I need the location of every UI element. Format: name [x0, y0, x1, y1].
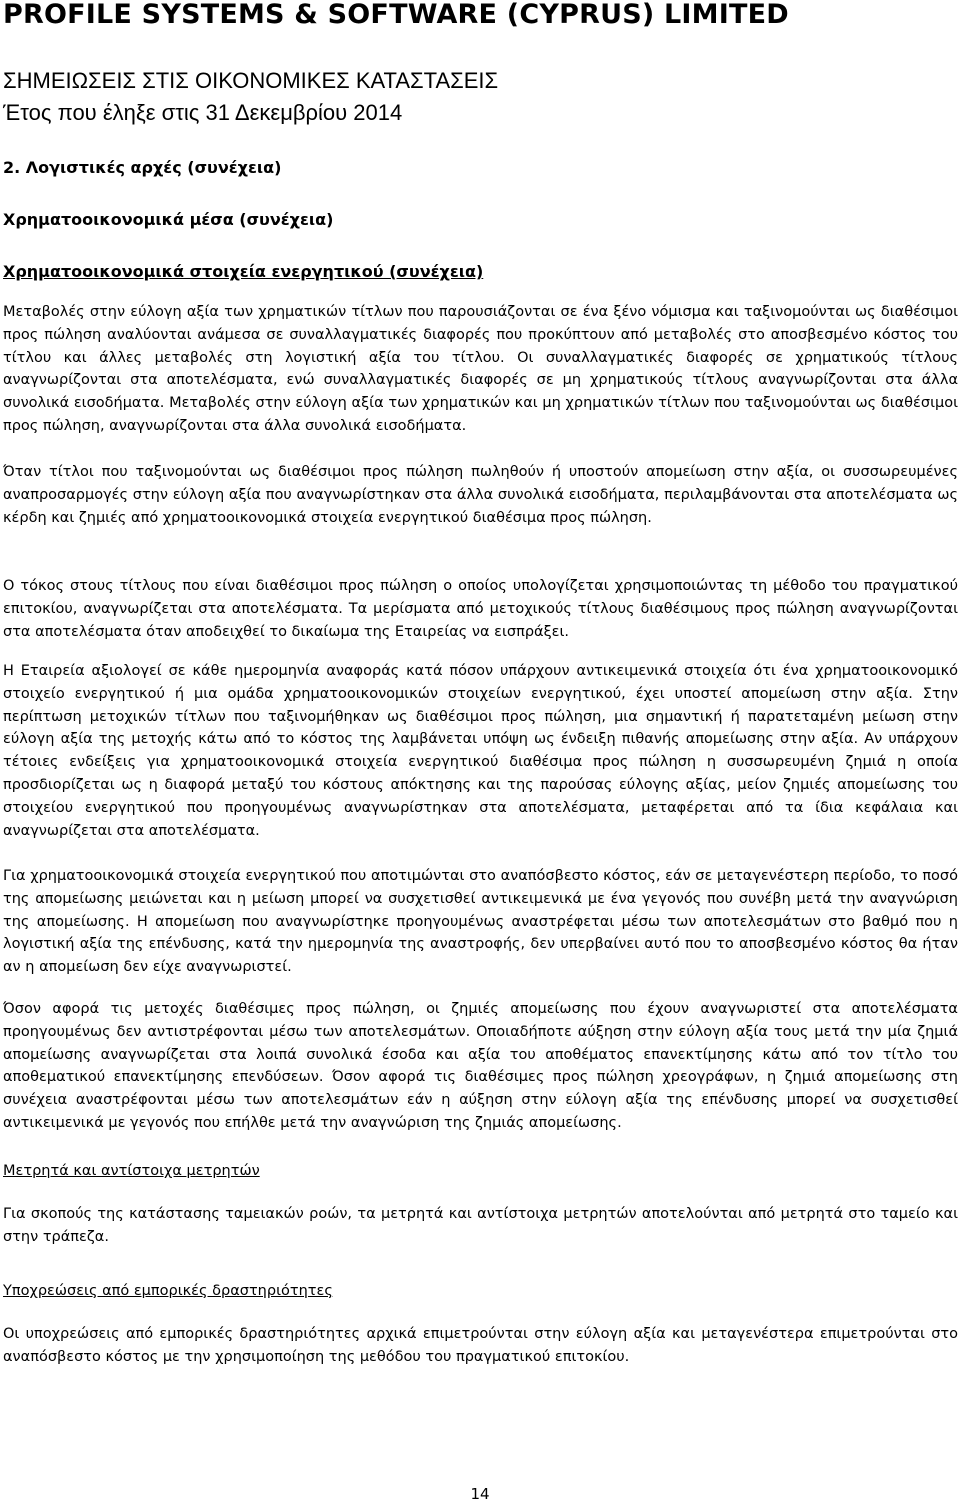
paragraph-afs-equity-reversal: Όσον αφορά τις μετοχές διαθέσιμες προς πώληση, οι ζημιές απομείωσης που έχουν αναγνωριστεί στα αποτελέσματα προηγουμένως δεν αντιστρέφονται μέσω των αποτελεσμάτων. Οποιαδήποτε αύξηση στην εύλογη αξία τους μετά την μία ζημιά απομείωσης αναγνωρίζεται στα λοιπά συνολικά έσοδα και αξία του αποθέματος επανεκτίμησης κάτω από τον τίτλο του αποθεματικού επανεκτίμησης επενδύσεων. Όσον αφορά τις διαθέσιμες προς πώληση χρεογράφων, η ζημιά απομείωσης στη συνέχεια αναστρέφονται μέσω των αποτελεσμάτων εάν η αύξηση στην εύλογη αξία της επένδυσης μπορεί να συσχετισθεί αντικειμενικά με γεγονός που επήλθε μετά την αναγνώριση της ζημιάς απομείωσης. [3, 1001, 958, 1131]
subsection-heading: Χρηματοοικονομικά μέσα (συνέχεια) [3, 210, 334, 229]
paragraph-disposal: Όταν τίτλοι που ταξινομούνται ως διαθέσιμοι προς πώληση πωληθούν ή υποστούν απομείωση στην αξία, οι συσσωρευμένες αναπροσαρμογές στην εύλογη αξία που αναγνωρίστηκαν στα άλλα συνολικά εισοδήματα, περιλαμβάνονται στα αποτελέσματα ως κέρδη και ζημιές από χρηματοοικονομικά στοιχεία ενεργητικού διαθέσιμα προς πώληση. [3, 464, 958, 526]
paragraph-trade-payables: Οι υποχρεώσεις από εμπορικές δραστηριότητες αρχικά επιμετρούνται στην εύλογη αξία και μεταγενέστερα επιμετρούνται στο αναπόσβεστο κόστος με την χρησιμοποίηση της μεθόδου του πραγματικού επιτοκίου. [3, 1326, 958, 1365]
company-name: PROFILE SYSTEMS & SOFTWARE (CYPRUS) LIMITED [3, 0, 789, 30]
section-heading: 2. Λογιστικές αρχές (συνέχεια) [3, 158, 282, 177]
cash-heading: Μετρητά και αντίστοιχα μετρητών [3, 1163, 260, 1179]
page-number: 14 [470, 1485, 490, 1503]
paragraph-impairment-assessment: Η Εταιρεία αξιολογεί σε κάθε ημερομηνία αναφοράς κατά πόσον υπάρχουν αντικειμενικά στοιχεία ότι ένα χρηματοοικονομικό στοιχείο ενεργητικού ή μια ομάδα χρηματοοικονομικών στοιχείων ενεργητικού, έχει υποστεί απομείωση στην αξία. Στην περίπτωση μετοχικών τίτλων που ταξινομήθηκαν ως διαθέσιμοι προς πώληση, μια σημαντική ή παρατεταμένη μείωση στην εύλογη αξία της μετοχής κάτω από το κόστος της λαμβάνεται υπόψη ως ένδειξη πιθανής απομείωσης στην αξία. Αν υπάρχουν τέτοιες ενδείξεις για χρηματοοικονομικά στοιχεία ενεργητικού διαθέσιμα προς πώληση η συσσωρευμένη ζημιά η οποία προσδιορίζεται ως η διαφορά μεταξύ του κόστους απόκτησης και της παρούσας εύλογης αξίας, μείον ζημιές απομείωσης του στοιχείου ενεργητικού που προηγουμένως αναγνωρίστηκαν στα αποτελέσματα, μεταφέρεται από τα ίδια κεφάλαια και αναγνωρίζεται στα αποτελέσματα. [3, 663, 958, 839]
paragraph-fair-value-changes: Μεταβολές στην εύλογη αξία των χρηματικών τίτλων που παρουσιάζονται σε ένα ξένο νόμισμα και ταξινομούνται ως διαθέσιμοι προς πώληση αναλύονται ανάμεσα σε συναλλαγματικές διαφορές που προκύπτουν από μεταβολές στο αποσβεσμένο κόστος του τίτλου και άλλες μεταβολές στη λογιστική αξία του τίτλου. Οι συναλλαγματικές διαφορές σε χρηματικούς τίτλους αναγνωρίζονται στα αποτελέσματα, ενώ συναλλαγματικές διαφορές σε μη χρηματικούς τίτλους αναγνωρίζονται στα άλλα συνολικά εισοδήματα. Μεταβολές στην εύλογη αξία των χρηματικών και μη χρηματικών τίτλων που ταξινομούνται ως διαθέσιμοι προς πώληση, αναγνωρίζονται στα άλλα συνολικά εισοδήματα. [3, 304, 958, 434]
document-period: Έτος που έληξε στις 31 Δεκεμβρίου 2014 [3, 100, 403, 125]
paragraph-cash: Για σκοπούς της κατάστασης ταμειακών ροών, τα μετρητά και αντίστοιχα μετρητών αποτελούνται από μετρητά στο ταμείο και στην τράπεζα. [3, 1206, 958, 1245]
trade-payables-heading: Υποχρεώσεις από εμπορικές δραστηριότητες [3, 1283, 333, 1299]
paragraph-amortised-cost-reversal: Για χρηματοοικονομικά στοιχεία ενεργητικού που αποτιμώνται στο αναπόσβεστο κόστος, εάν σε μεταγενέστερη περίοδο, το ποσό της απομείωσης μειώνεται και η μείωση μπορεί να συσχετισθεί αντικειμενικά με ένα γεγονός που συνέβη μετά την αναγνώριση της απομείωσης. Η απομείωση που αναγνωρίστηκε προηγουμένως αναστρέφεται μέσω των αποτελεσμάτων στο βαθμό που η λογιστική αξία της επένδυσης, κατά την ημερομηνία της αναστροφής, δεν υπερβαίνει αυτό που το αποσβεσμένο κόστος θα ήταν αν η απομείωση δεν είχε αναγνωριστεί. [3, 868, 958, 976]
subsubsection-heading: Χρηματοοικονομικά στοιχεία ενεργητικού (συνέχεια) [3, 262, 484, 281]
document-title: ΣΗΜΕΙΩΣΕΙΣ ΣΤΙΣ ΟΙΚΟΝΟΜΙΚΕΣ ΚΑΤΑΣΤΑΣΕΙΣ [3, 68, 499, 93]
paragraph-interest-dividends: Ο τόκος στους τίτλους που είναι διαθέσιμοι προς πώληση ο οποίος υπολογίζεται χρησιμοποιώντας τη μέθοδο του πραγματικού επιτοκίου, αναγνωρίζεται στα αποτελέσματα. Τα μερίσματα από μετοχικούς τίτλους διαθέσιμους προς πώληση αναγνωρίζονται στα αποτελέσματα όταν αποδειχθεί το δικαίωμα της Εταιρείας να εισπράξει. [3, 578, 958, 640]
